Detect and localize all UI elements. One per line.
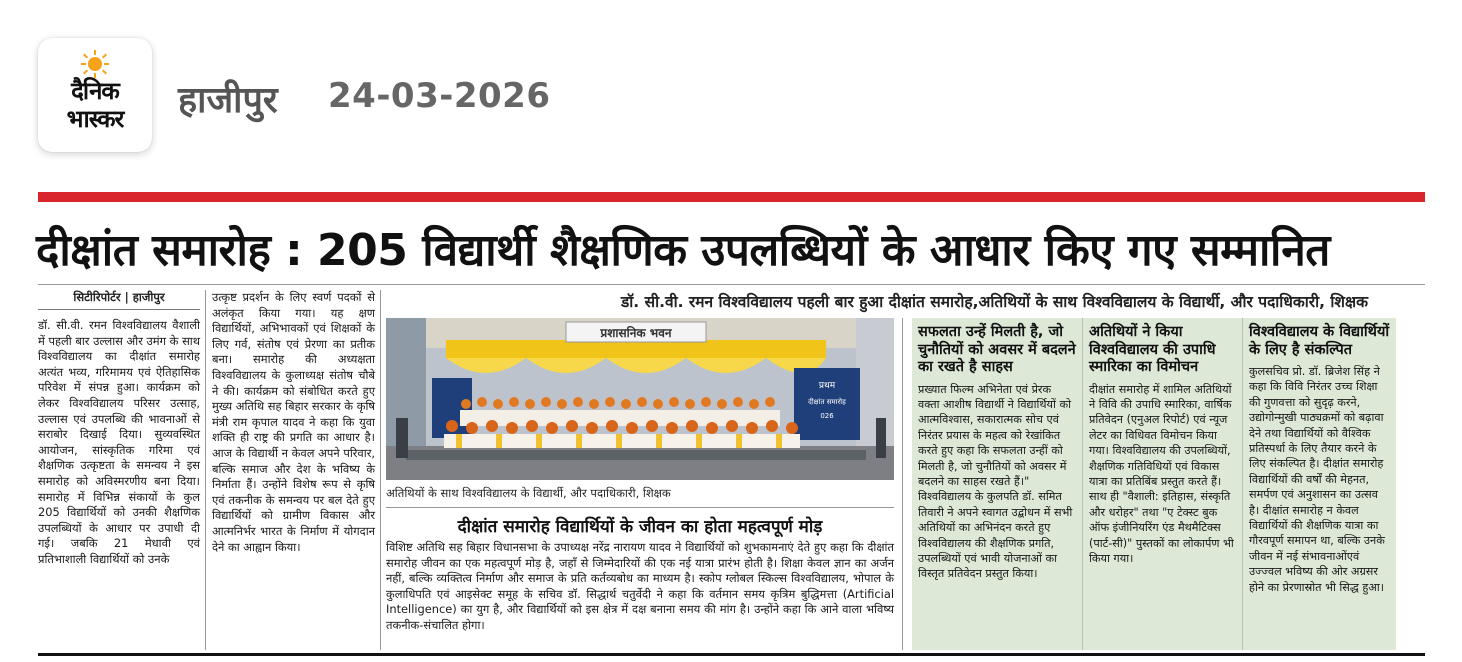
panel-heading: सफलता उन्हें मिलती है, जो चुनौतियों को अवसर में बदलने का रखते है साहस [918,324,1076,375]
photo-headline: डॉ. सी.वी. रमन विश्वविद्यालय पहली बार हुआ दीक्षांत समारोह,अतिथियों के साथ विश्वविद्यालय के विद्यार्थी, और पदाधिकारी, शिक्षक [621,293,1368,311]
main-headline: दीक्षांत समारोह : 205 विद्यार्थी शैक्षणिक उपलब्धियों के आधार किए गए सम्मानित [36,225,1330,276]
column-divider [205,290,206,650]
story-column-2: उत्कृष्ट प्रदर्शन के लिए स्वर्ण पदकों से अलंकृत किया गया। यह क्षण विद्यार्थियों, अभिभावकों एवं शिक्षकों के लिए गर्व, संतोष एवं प्रेरणा का प्रतीक बना। समारोह की अध्यक्षता विश्वविद्यालय के कुलाध्यक्ष संतोष चौबे ने की। कार्यक्रम को संबोधित करते हुए मुख्य अतिथि सह बिहार सरकार के कृषि मंत्री राम कृपाल यादव ने कहा कि युवा शक्ति ही राष्ट्र की प्रगति का आधार है। आज के विद्यार्थी न केवल अपने परिवार, बल्कि समाज और देश के भविष्य के निर्माता हैं। उन्होंने विशेष रूप से कृषि एवं तकनीक के समन्वय पर बल देते हुए विद्यार्थियों को ग्रामीण विकास और आत्मनिर्भर भारत के निर्माण में योगदान देने का आह्वान किया। [212,290,375,554]
photo-screen-text-2: दीक्षांत समारोह [808,398,846,406]
byline-divider [38,309,200,310]
byline: सिटीरिपोर्टर | हाजीपुर [73,290,165,304]
edition-city: हाजीपुर [178,80,278,121]
story-column-1: डॉ. सी.वी. रमन विश्वविद्यालय वैशाली में पहली बार उल्लास और उमंग के साथ विश्वविद्यालय का दीक्षांत समारोह अत्यंत भव्य, गरिमामय एवं ऐतिहासिक परिवेश में संपन्न हुआ। कार्यक्रम को लेकर विश्वविद्यालय परिसर उत्साह, उल्लास एवं उपलब्धि की भावनाओं से सराबोर दिखाई दिया। सुव्यवस्थित आयोजन, सांस्कृतिक गरिमा एवं शैक्षणिक उत्कृष्टता के समन्वय ने इस समारोह को अविस्मरणीय बना दिया। समारोह में विभिन्न संकायों के कुल 205 विद्यार्थियों को उनकी शैक्षणिक उपलब्धियों के आधार पर उपाधी दी गई। जबकि 21 मेधावी एवं प्रतिभाशाली विद्यार्थियों को उनके [38,318,200,566]
panel-heading: विश्वविद्यालय के विद्यार्थियों के लिए है संकल्पित [1249,324,1390,358]
masthead-divider [38,192,1425,202]
panel-body: दीक्षांत समारोह में शामिल अतिथियों ने विवि की उपाधि स्मारिका, वार्षिक प्रतिवेदन (एनुअल रिपोर्ट) एवं न्यूज लेटर का विधिवत विमोचन किया गया। विश्वविद्यालय की उपलब्धियों, शैक्षणिक गतिविधियों एवं विकास यात्रा का प्रतिबिंब प्रस्तुत करते हैं। साथ ही "वैशाली: इतिहास, संस्कृति और धरोहर" तथा "ए टेक्स्ट बुक ऑफ इंजीनियरिंग एंड मैथमैटिक्स (पार्ट-सी)" पुस्तकों का लोकार्पण भी किया गया। [1089,382,1234,565]
photo-screen-text-3: 026 [820,412,834,420]
column-divider [380,290,381,650]
sub-story-heading: दीक्षांत समारोह विद्यार्थियों के जीवन का होता महत्वपूर्ण मोड़ [457,517,823,537]
logo-text-line1: दैनिक [71,77,119,105]
panel-column [912,318,1082,650]
photo-banner-text: प्रशासनिक भवन [600,326,672,340]
group-photo-illustration [386,318,894,480]
column-divider [902,318,903,650]
panel-column [1082,318,1242,650]
page-bottom-divider [38,653,1425,656]
panel-column [1242,318,1396,650]
headline-divider [38,284,1425,285]
group-photo [386,318,894,480]
edition-date: 24-03-2026 [328,76,551,116]
panel-body: कुलसचिव प्रो. डॉ. ब्रिजेश सिंह ने कहा कि विवि निरंतर उच्च शिक्षा की गुणवत्ता को सुदृढ़ करने, उद्योगोन्मुखी पाठ्यक्रमों को बढ़ावा देने तथा विद्यार्थियों को वैश्विक प्रतिस्पर्धा के लिए तैयार करने के लिए संकल्पित है। दीक्षांत समारोह विद्यार्थियों की वर्षों की मेहनत, समर्पण एवं अनुशासन का उत्सव है। दीक्षांत समारोह न केवल विद्यार्थियों की शैक्षणिक यात्रा का गौरवपूर्ण समापन था, बल्कि उनके जीवन में नई संभावनाओंएवं उज्ज्वल भविष्य की ओर अग्रसर होने का प्रेरणास्रोत भी सिद्ध हुआ। [1249,365,1385,594]
photo-caption-divider [386,507,894,508]
photo-screen-text-1: प्रथम [818,381,836,391]
sun-icon [81,50,109,78]
panel-heading: अतिथियों ने किया विश्वविद्यालय की उपाधि स्मारिका का विमोचन [1089,324,1216,375]
logo-text-line2: भास्कर [66,105,124,133]
sidebar-panel [912,318,1396,650]
newspaper-logo [38,38,152,152]
sub-story-body: विशिष्ट अतिथि सह बिहार विधानसभा के उपाध्यक्ष नरेंद्र नारायण यादव ने विद्यार्थियों को शुभकामनाएं देते हुए कहा कि दीक्षांत समारोह जीवन का एक महत्वपूर्ण मोड़ है, जहाँ से जिम्मेदारियों की एक नई यात्रा प्रारंभ होती है। शिक्षा केवल ज्ञान का अर्जन नहीं, बल्कि व्यक्तित्व निर्माण और समाज के प्रति कर्तव्यबोध का माध्यम है। स्कोप ग्लोबल स्किल्स विश्वविद्यालय, भोपाल के कुलाधिपति एवं आइसेक्ट समूह के सचिव डॉ. सिद्धार्थ चतुर्वेदी ने कहा कि वर्तमान समय कृत्रिम बुद्धिमत्ता (Artificial Intelligence) का युग है, और विद्यार्थियों को इस क्षेत्र में दक्ष बनाना समय की मांग है। उन्होंने कहा कि आने वाला भविष्य तकनीक-संचालित होगा। [386,540,894,632]
photo-caption: अतिथियों के साथ विश्वविद्यालय के विद्यार्थी, और पदाधिकारी, शिक्षक [386,486,671,500]
panel-body: प्रख्यात फिल्म अभिनेता एवं प्रेरक वक्ता आशीष विद्यार्थी ने विद्यार्थियों को आत्मविश्वास, सकारात्मक सोच एवं निरंतर प्रयास के महत्व को रेखांकित करते हुए कहा कि सफलता उन्हीं को मिलती है, जो चुनौतियों को अवसर में बदलने का साहस रखते हैं।" विश्वविद्यालय के कुलपति डॉ. समित तिवारी ने अपने स्वागत उद्बोधन में सभी अतिथियों का अभिनंदन करते हुए विश्वविद्यालय की शैक्षणिक प्रगति, उपलब्धियों एवं भावी योजनाओं का विस्तृत प्रतिवेदन प्रस्तुत किया। [918,382,1073,581]
